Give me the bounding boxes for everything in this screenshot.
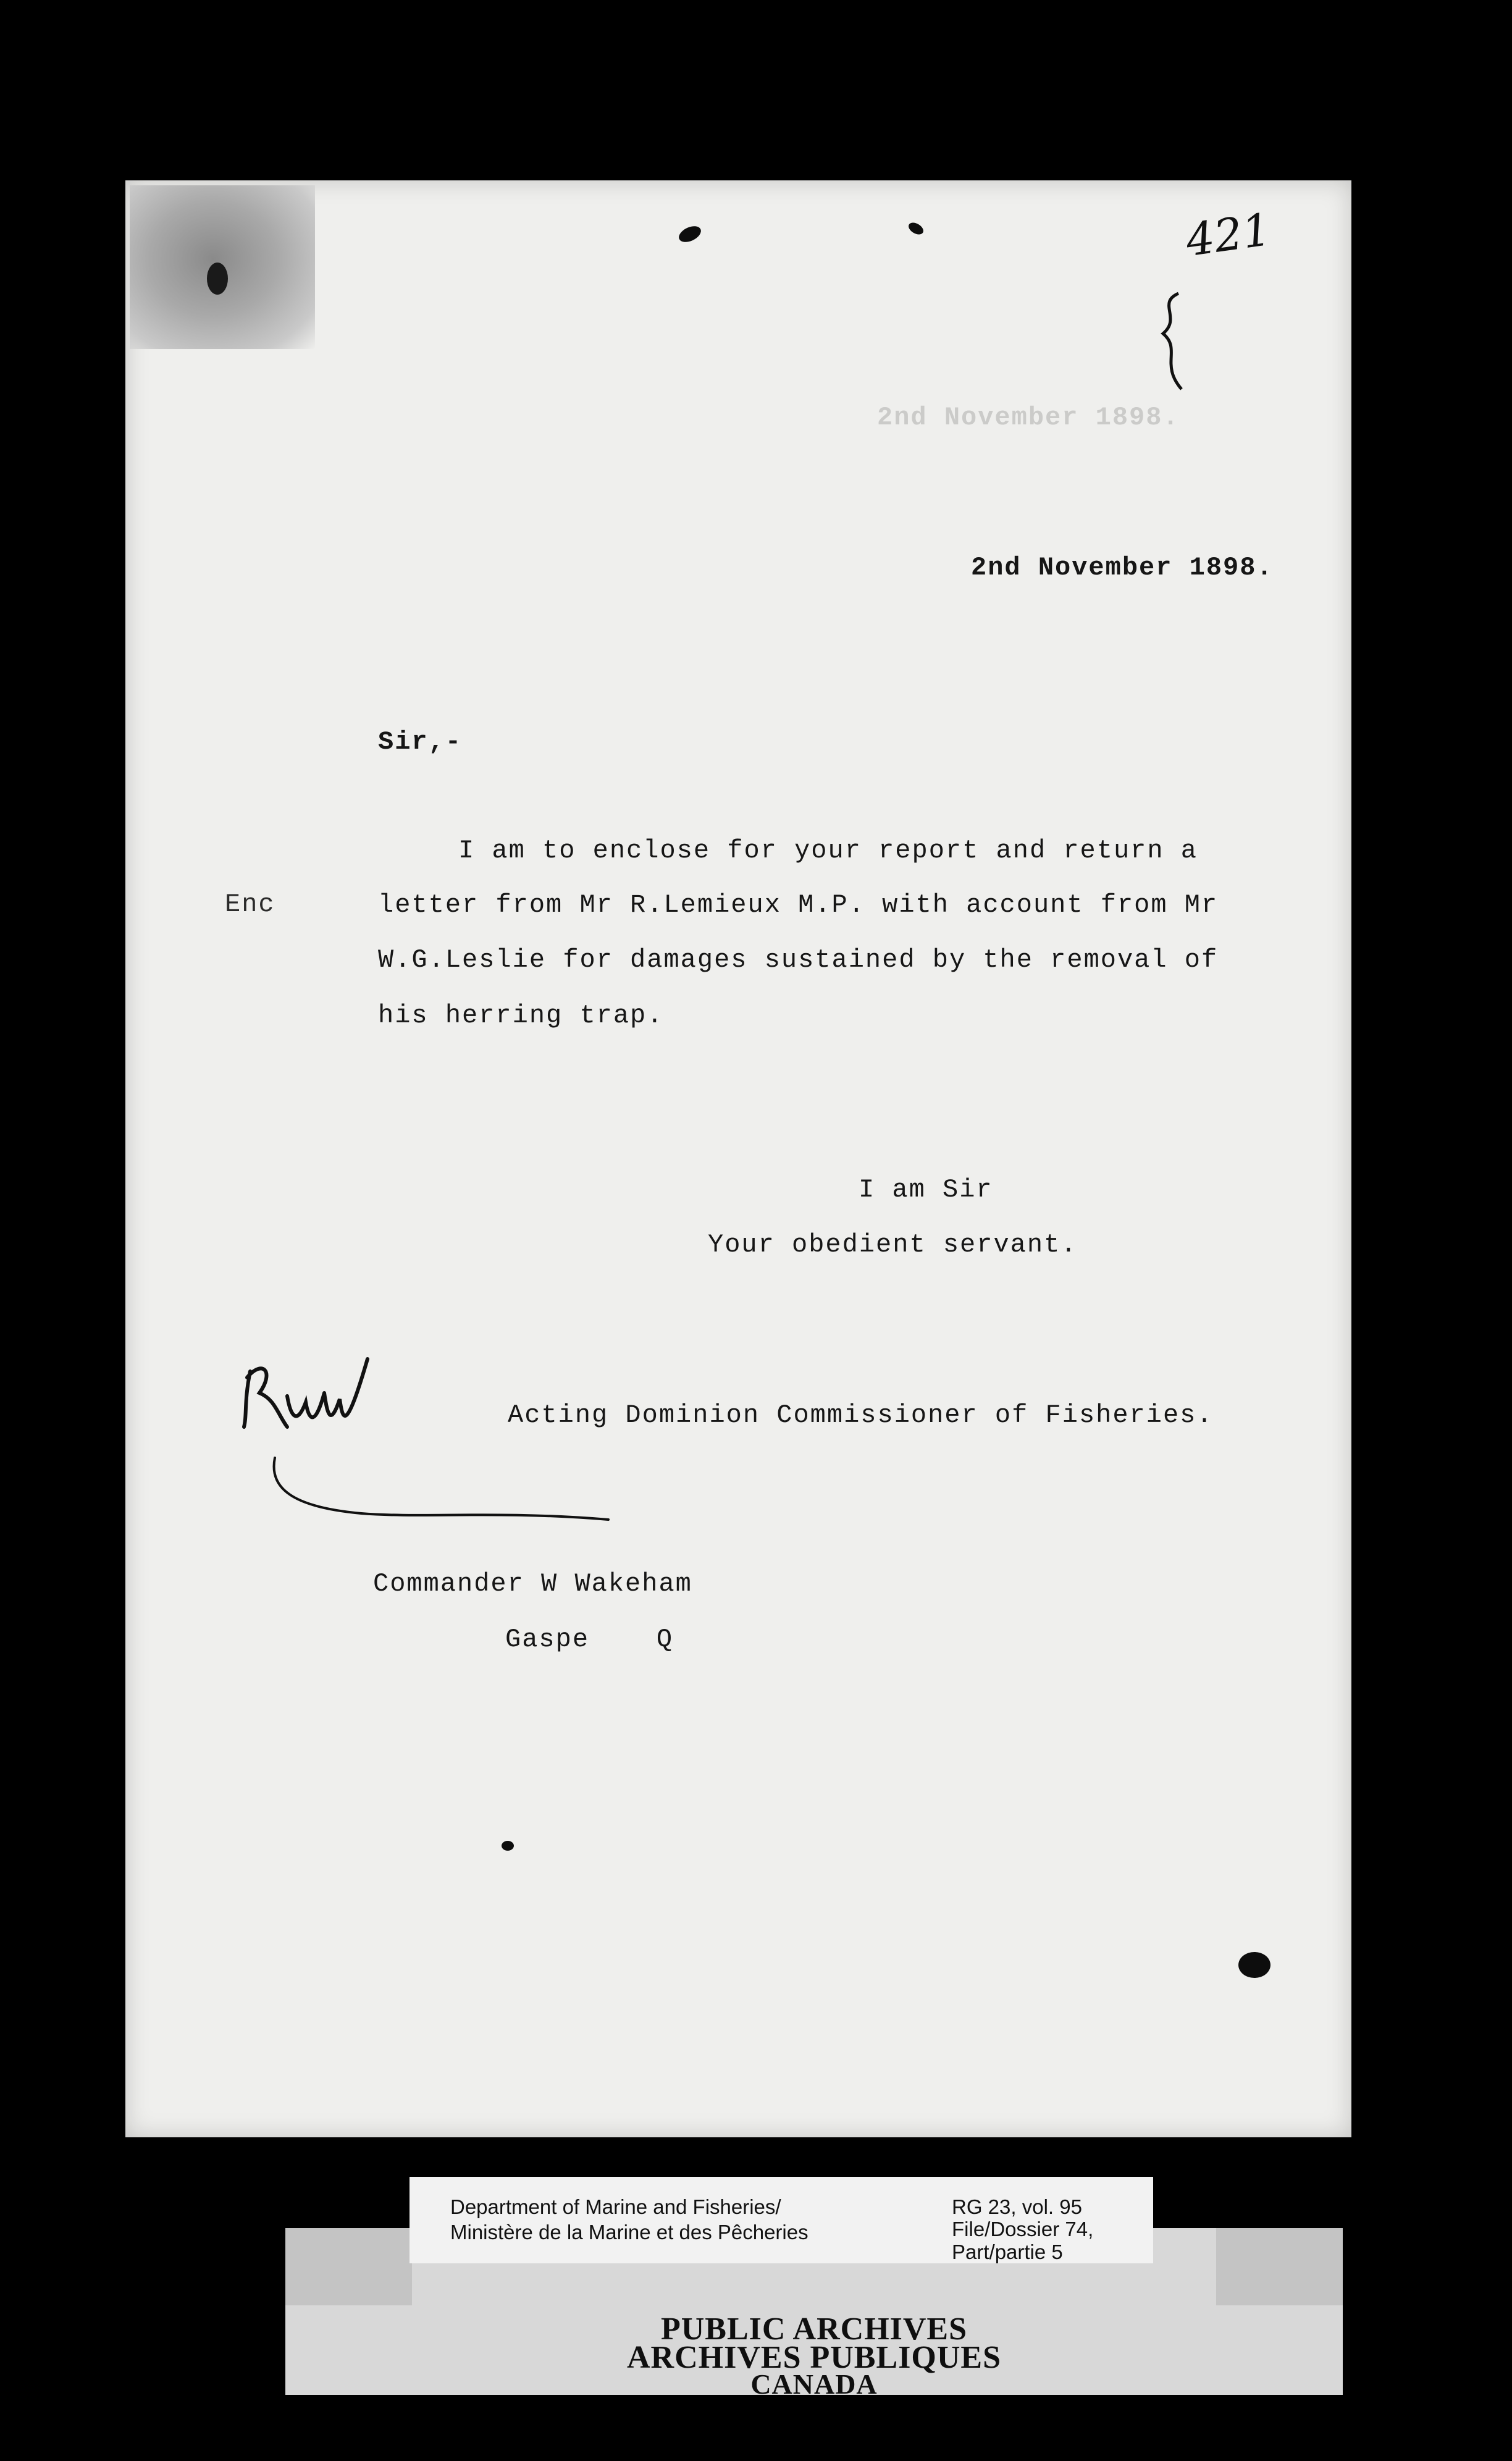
closing-line: Your obedient servant. [708,1230,1078,1260]
tray-lip [285,2228,412,2305]
stain-mark [207,263,228,295]
folio-bracket [1154,290,1191,395]
body-line: W.G.Leslie for damages sustained by the removal of [378,945,1219,975]
addressee-place: Gaspe Q [505,1625,674,1654]
record-group: RG 23, vol. 95 [952,2195,1082,2218]
handwritten-signature [238,1334,633,1544]
salutation: Sir,- [378,727,463,757]
file-number: File/Dossier 74, [952,2218,1094,2240]
folio-number: 421 [1182,203,1274,267]
signatory-title: Acting Dominion Commissioner of Fisheries. [508,1400,1214,1430]
ink-blot [1238,1952,1270,1978]
part-number: Part/partie 5 [952,2240,1063,2263]
bleed-through-date: 2nd November 1898. [877,403,1180,432]
body-line: I am to enclose for your report and return a [458,836,1198,865]
stamp-line: ARCHIVES PUBLIQUES [626,2340,1002,2375]
stamp-line: PUBLIC ARCHIVES [660,2312,968,2347]
body-line: his herring trap. [378,1001,664,1030]
enclosure-note: Enc [225,890,275,919]
department-french: Ministère de la Marine et des Pêcheries [450,2221,808,2244]
stamp-line: CANADA [750,2368,878,2400]
letter-page [125,180,1351,2137]
tray-lip [1216,2228,1343,2305]
department-english: Department of Marine and Fisheries/ [450,2195,781,2218]
body-line: letter from Mr R.Lemieux M.P. with account from Mr [378,890,1219,920]
closing-line: I am Sir [859,1175,993,1205]
letter-date: 2nd November 1898. [971,553,1274,583]
archive-label [410,2177,1153,2263]
addressee-name: Commander W Wakeham [373,1569,692,1599]
ink-blot [502,1841,514,1851]
